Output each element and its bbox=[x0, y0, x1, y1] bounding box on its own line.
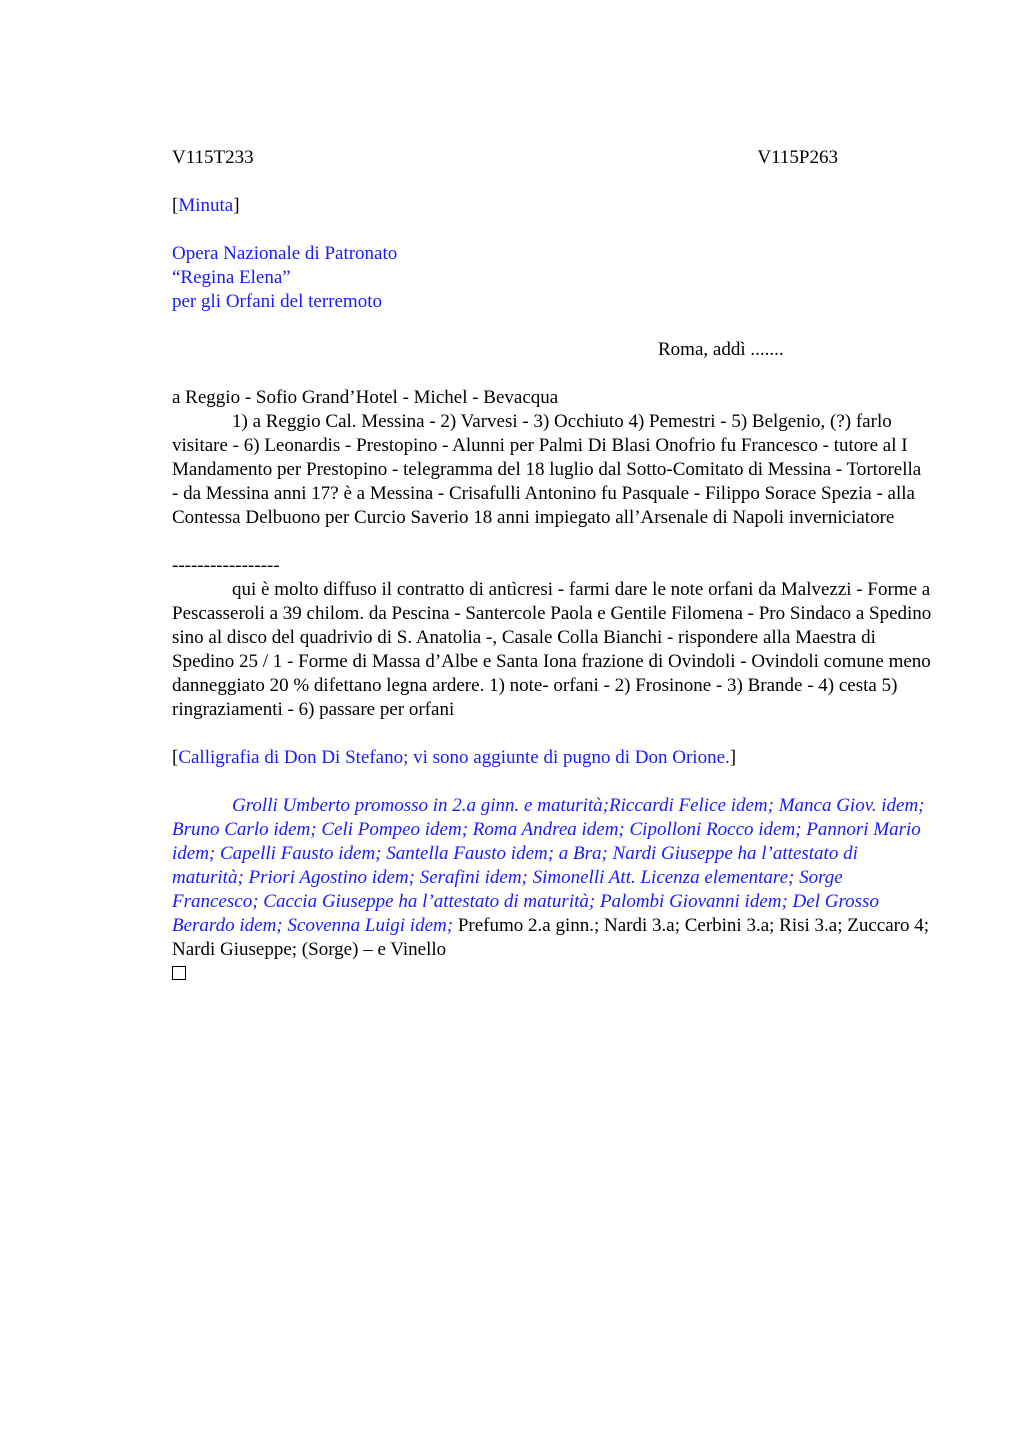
end-marker-line bbox=[172, 962, 932, 986]
header-row bbox=[172, 146, 932, 170]
section2-paragraph: qui è molto diffuso il contratto di antìcresi - farmi dare le note orfani da Malvezzi - Forme a Pescasseroli a 39 chilom. da Pescina - Santercole Paola e Gentile Filomena - Pro Sindaco a Spedino sino al disco del quadrivio di S. Anatolia -, Casale Colla Bianchi - rispondere alla Maestra di Spedino 25 / 1 - Forme di Massa d’Albe e Santa Iona frazione di Ovindoli - Ovindoli comune meno danneggiato 20 % difettano legna ardere. 1) note- orfani - 2) Frosinone - 3) Brande - 4) cesta 5) ringraziamenti - 6) passare per orfani bbox=[172, 579, 932, 720]
section3-plain-text: Prefumo 2.a ginn.; Nardi 3.a; Cerbini 3.a; Risi 3.a; Zuccaro 4; Nardi Giuseppe; (Sorge) – e Vinello bbox=[172, 915, 930, 960]
letterhead-line-2: “Regina Elena” bbox=[172, 267, 291, 288]
section1-paragraph: 1) a Reggio Cal. Messina - 2) Varvesi - 3) Occhiuto 4) Pemestri - 5) Belgenio, (?) farlo visitare - 6) Leonardis - Prestopino - Alunni per Palmi Di Blasi Onofrio fu Francesco - tutore al I Mandamento per Prestopino - telegramma del 18 luglio dal Sotto-Comitato di Messina - Tortorella - da Messina anni 17? è a Messina - Crisafulli Antonino fu Pasquale - Filippo Sorace Spezia - alla Contessa Delbuono per Curcio Saverio 18 anni impiegato all’Arsenale di Napoli inverniciatore bbox=[172, 411, 922, 528]
document-code-left: V115T233 bbox=[172, 147, 254, 168]
date-line: Roma, addì ....... bbox=[658, 339, 784, 360]
document-code-right: V115P263 bbox=[757, 147, 838, 168]
note-bracket-close: ] bbox=[729, 747, 737, 768]
letterhead bbox=[172, 242, 932, 314]
letterhead-line-3: per gli Orfani del terremoto bbox=[172, 291, 382, 312]
section1-first-line: a Reggio - Sofio Grand’Hotel - Michel - Bevacqua bbox=[172, 387, 559, 408]
bracket-open: [ bbox=[172, 195, 179, 216]
section3-italic-text: Grolli Umberto promosso in 2.a ginn. e maturità;Riccardi Felice idem; Manca Giov. idem; Bruno Carlo idem; Celi Pompeo idem; Roma Andrea idem; Cipolloni Rocco idem; Pannori Mario idem; Capelli Fausto idem; Santella Fausto idem; a Bra; Nardi Giuseppe ha l’attestato di maturità; Priori Agostino idem; Serafini idem; Simonelli Att. Licenza elementare; Sorge Francesco; Caccia Giuseppe ha l’attestato di maturità; Palombi Giovanni idem; Del Grosso Berardo idem; Scovenna Luigi idem; bbox=[172, 795, 925, 936]
bracket-close: ] bbox=[233, 195, 240, 216]
editorial-note bbox=[172, 746, 932, 770]
separator-line: ----------------- bbox=[172, 555, 280, 576]
note-text: Calligrafia di Don Di Stefano; vi sono aggiunte di pugno di Don Orione. bbox=[178, 747, 730, 768]
minuta-text: Minuta bbox=[178, 195, 234, 216]
section3-paragraph bbox=[172, 794, 932, 962]
note-bracket-open: [ bbox=[172, 747, 179, 768]
end-box-icon bbox=[172, 966, 186, 980]
letterhead-line-1: Opera Nazionale di Patronato bbox=[172, 243, 398, 264]
document-page bbox=[172, 146, 932, 986]
minuta-label bbox=[172, 194, 932, 218]
